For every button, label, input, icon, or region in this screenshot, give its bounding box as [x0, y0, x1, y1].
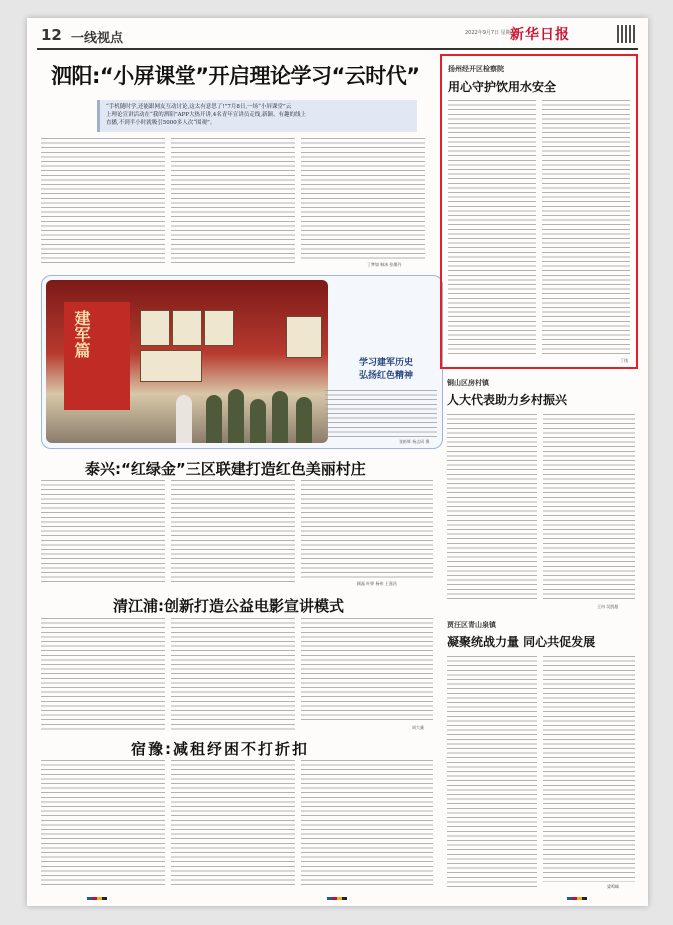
qr-code-icon — [617, 25, 635, 43]
footer-color-bar — [567, 897, 587, 900]
footer-color-bar — [327, 897, 347, 900]
photo-caption-title — [359, 357, 413, 383]
story5-kicker: 铜山区房村镇 — [447, 378, 489, 387]
story4-col-1 — [41, 760, 165, 886]
story3-byline: 周大量 — [412, 725, 424, 730]
caption-line: 弘扬红色精神 — [359, 371, 414, 381]
visitor — [176, 395, 192, 443]
exhibit-board — [140, 310, 170, 346]
page-header — [27, 18, 648, 52]
story5-col-1 — [447, 414, 537, 602]
body-text-col-3 — [301, 138, 425, 260]
lead-paragraph — [97, 100, 417, 132]
story2-col-3 — [301, 480, 433, 580]
story6-kicker: 贾汪区青山泉镇 — [447, 620, 496, 629]
page-number: 12 — [41, 26, 62, 44]
story3-col-1 — [41, 618, 165, 730]
story2-headline: 泰兴:“红绿金”三区联建打造红色美丽村庄 — [85, 460, 366, 478]
story5-col-2 — [543, 414, 635, 602]
exhibit-board — [204, 310, 234, 346]
box-col-1 — [448, 100, 536, 356]
visitor — [296, 397, 312, 443]
lead-line: “手机随时学,还能跟网友互动讨论,这太有意思了!”7月8日,一场“小屏课堂”云 — [106, 104, 292, 110]
lead-line: 直播,不到半小时就吸引5000多人次“围观”。 — [106, 120, 216, 126]
box-col-2 — [542, 100, 630, 356]
story5-headline: 人大代表助力乡村振兴 — [447, 393, 568, 407]
photo-credit: 张彬辉 杨志同 摄 — [399, 439, 430, 444]
exhibit-board — [286, 316, 322, 358]
visitor — [228, 389, 244, 443]
visitor — [250, 399, 266, 443]
issue-date: 2022年9月7日 星期三 — [465, 30, 516, 36]
story4-col-3 — [301, 760, 433, 886]
story6-col-2 — [543, 656, 635, 882]
main-byline: 丁梦如 韩冰 张娜丹 — [367, 262, 402, 267]
story2-col-2 — [171, 480, 295, 586]
body-text-col-2 — [171, 138, 295, 266]
newspaper-page — [27, 18, 648, 906]
story3-col-2 — [171, 618, 295, 730]
section-title: 一线视点 — [71, 31, 124, 46]
caption-line: 学习建军历史 — [359, 358, 414, 368]
box-byline: 丁钱 — [620, 358, 628, 363]
body-text-col-1 — [41, 138, 165, 266]
story3-col-3 — [301, 618, 433, 724]
lead-line: 上理论宣讲活动在“我的泗阳”APP大热开讲,4名青年宣讲员走线,新颖、有趣的线上 — [106, 112, 306, 118]
story5-byline: 王冉 吴凯超 — [597, 604, 619, 609]
story3-headline: 清江浦:创新打造公益电影宣讲模式 — [113, 597, 345, 615]
box-kicker: 扬州经开区检察院 — [448, 64, 504, 73]
wall-text: 建军篇 — [72, 310, 91, 358]
story2-col-1 — [41, 480, 165, 586]
story6-byline: 梁鸣峰 — [607, 884, 619, 889]
footer-color-bar — [87, 897, 107, 900]
story6-col-1 — [447, 656, 537, 888]
photo-caption-text — [325, 390, 437, 438]
header-rule — [37, 48, 638, 50]
main-headline: 泗阳:“小屏课堂”开启理论学习“云时代” — [51, 64, 420, 88]
story4-headline: 宿豫:减租纾困不打折扣 — [131, 740, 309, 758]
story6-headline: 凝聚统战力量 同心共促发展 — [447, 635, 596, 649]
visitor — [272, 391, 288, 443]
box-headline: 用心守护饮用水安全 — [448, 80, 557, 94]
exhibition-photo — [46, 280, 328, 443]
visitor — [206, 395, 222, 443]
exhibit-board — [172, 310, 202, 346]
masthead-logo: 新华日报 — [510, 27, 570, 43]
exhibit-board — [140, 350, 202, 382]
highlighted-story-box — [440, 54, 638, 369]
story4-col-2 — [171, 760, 295, 886]
story2-byline: 顾磊 叶婷 杨伟 王嘉昌 — [357, 581, 397, 586]
